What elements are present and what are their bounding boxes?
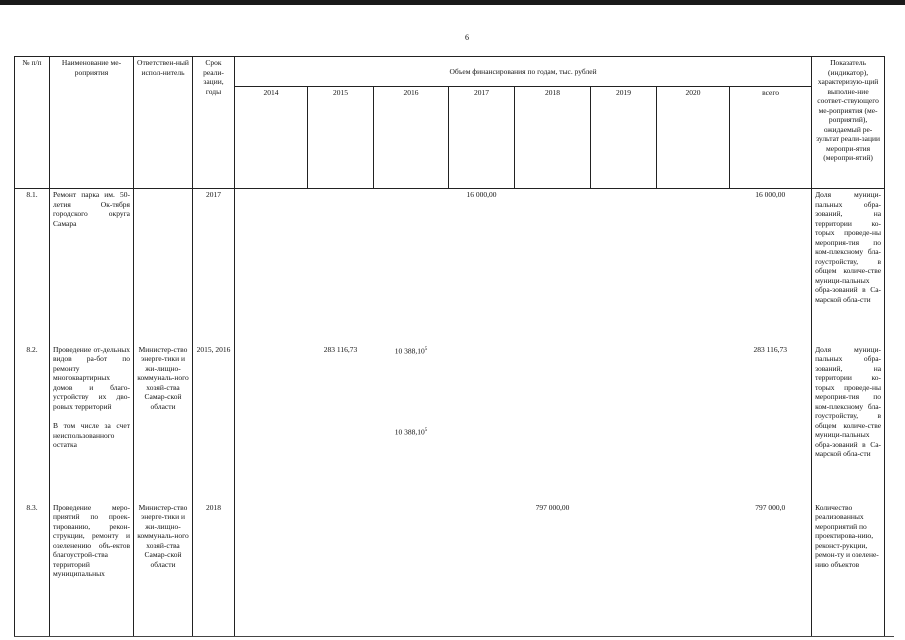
header-num: № п/п bbox=[15, 57, 50, 189]
footnote-mark: 5 bbox=[424, 427, 428, 433]
row-value bbox=[591, 189, 657, 344]
financing-table bbox=[14, 56, 885, 636]
row-indicator: Количество реализованных мероприятий по проектирова-нию, реконст-рукции, ремон-ту и озелене-нию объектов bbox=[812, 502, 885, 636]
row-value bbox=[308, 189, 374, 344]
row-value bbox=[235, 502, 308, 636]
footnote-mark: 5 bbox=[424, 346, 428, 352]
page-number: 6 bbox=[465, 33, 469, 42]
row-indicator: Доля муници-пальных обра-зований, на территории ко-торых проведе-ны мероприя-тия по ком-плексному бла-гоустройству, в общем количе-стве муници-пальных обра-зований в Са-марской обла-сти bbox=[812, 189, 885, 344]
row-term: 2017 bbox=[193, 189, 235, 344]
row-responsible: Министер-ство энерге-тики и жи-лищно-коммуналь-ного хозяй-ства Самар-ской области bbox=[134, 502, 193, 636]
row-sub-name: В том числе за счет неиспользованного остатка bbox=[53, 421, 130, 449]
row-value bbox=[235, 344, 308, 502]
row-name: Проведение от-дельных видов ра-бот по ремонту многоквартирных домов и благо-устройству их дво-ровых территорий bbox=[53, 344, 130, 411]
header-year: 2016 bbox=[374, 87, 449, 189]
header-indicator: Показатель (индикатор), характеризую-щий выполне-ние соответ-ствующего ме-роприятия (ме-роприятий), ожидаемый ре-зультат реали-зации меропри-ятия (меропри-ятий) bbox=[812, 57, 885, 189]
row-value bbox=[515, 189, 591, 344]
row-value bbox=[235, 189, 308, 344]
row-total: 283 116,73 bbox=[730, 344, 812, 502]
row-name: Ремонт парка им. 50-летия Ок-тября городского округа Самара bbox=[50, 189, 134, 344]
row-indicator: Доля муници-пальных обра-зований, на территории ко-торых проведе-ны мероприя-тия по ком-плексному бла-гоустройству, в общем количе-стве муници-пальных обра-зований в Са-марской обла-сти bbox=[812, 344, 885, 502]
row-responsible bbox=[134, 189, 193, 344]
row-num: 8.2. bbox=[15, 344, 50, 502]
header-name: Наименование ме-роприятия bbox=[50, 57, 134, 189]
row-responsible: Министер-ство энерге-тики и жи-лищно-коммуналь-ного хозяй-ства Самар-ской области bbox=[134, 344, 193, 502]
table-row bbox=[15, 189, 885, 344]
header-year: 2017 bbox=[449, 87, 515, 189]
scan-top-edge bbox=[0, 0, 905, 5]
header-year: 2019 bbox=[591, 87, 657, 189]
row-total: 797 000,0 bbox=[730, 502, 812, 636]
row-num: 8.3. bbox=[15, 502, 50, 636]
header-year: 2014 bbox=[235, 87, 308, 189]
row-value bbox=[449, 344, 515, 502]
header-term: Срок реали-зации, годы bbox=[193, 57, 235, 189]
row-value bbox=[308, 502, 374, 636]
row-value bbox=[591, 344, 657, 502]
row-value: 10 388,10 bbox=[394, 346, 425, 355]
scan-bottom-edge bbox=[14, 636, 894, 637]
row-sub-value: 10 388,10 bbox=[394, 427, 425, 436]
row-num: 8.1. bbox=[15, 189, 50, 344]
header-total: всего bbox=[730, 87, 812, 189]
header-year: 2020 bbox=[657, 87, 730, 189]
row-value: 283 116,73 bbox=[323, 344, 358, 354]
table-row bbox=[15, 502, 885, 636]
header-finance: Объем финансирования по годам, тыс. рублей bbox=[235, 57, 812, 87]
row-value bbox=[657, 502, 730, 636]
row-value bbox=[374, 189, 449, 344]
row-value bbox=[374, 502, 449, 636]
row-value: 16 000,00 bbox=[466, 190, 497, 199]
row-value: 797 000,00 bbox=[535, 502, 570, 512]
table-row bbox=[15, 344, 885, 502]
row-name-cell bbox=[50, 344, 134, 502]
row-value-cell bbox=[374, 344, 449, 502]
row-value bbox=[657, 189, 730, 344]
row-value bbox=[657, 344, 730, 502]
row-term: 2015, 2016 bbox=[193, 344, 235, 502]
header-year: 2015 bbox=[308, 87, 374, 189]
row-value bbox=[591, 502, 657, 636]
header-year: 2018 bbox=[515, 87, 591, 189]
row-value bbox=[449, 502, 515, 636]
row-name: Проведение меро-приятий по проек-тированию, рекон-струкции, ремонту и озеленению объ-ектов благоустрой-ства территорий муниципальных bbox=[50, 502, 134, 636]
row-total: 16 000,00 bbox=[730, 189, 812, 344]
row-term: 2018 bbox=[193, 502, 235, 636]
header-responsible: Ответствен-ный испол-нитель bbox=[134, 57, 193, 189]
row-value bbox=[515, 344, 591, 502]
